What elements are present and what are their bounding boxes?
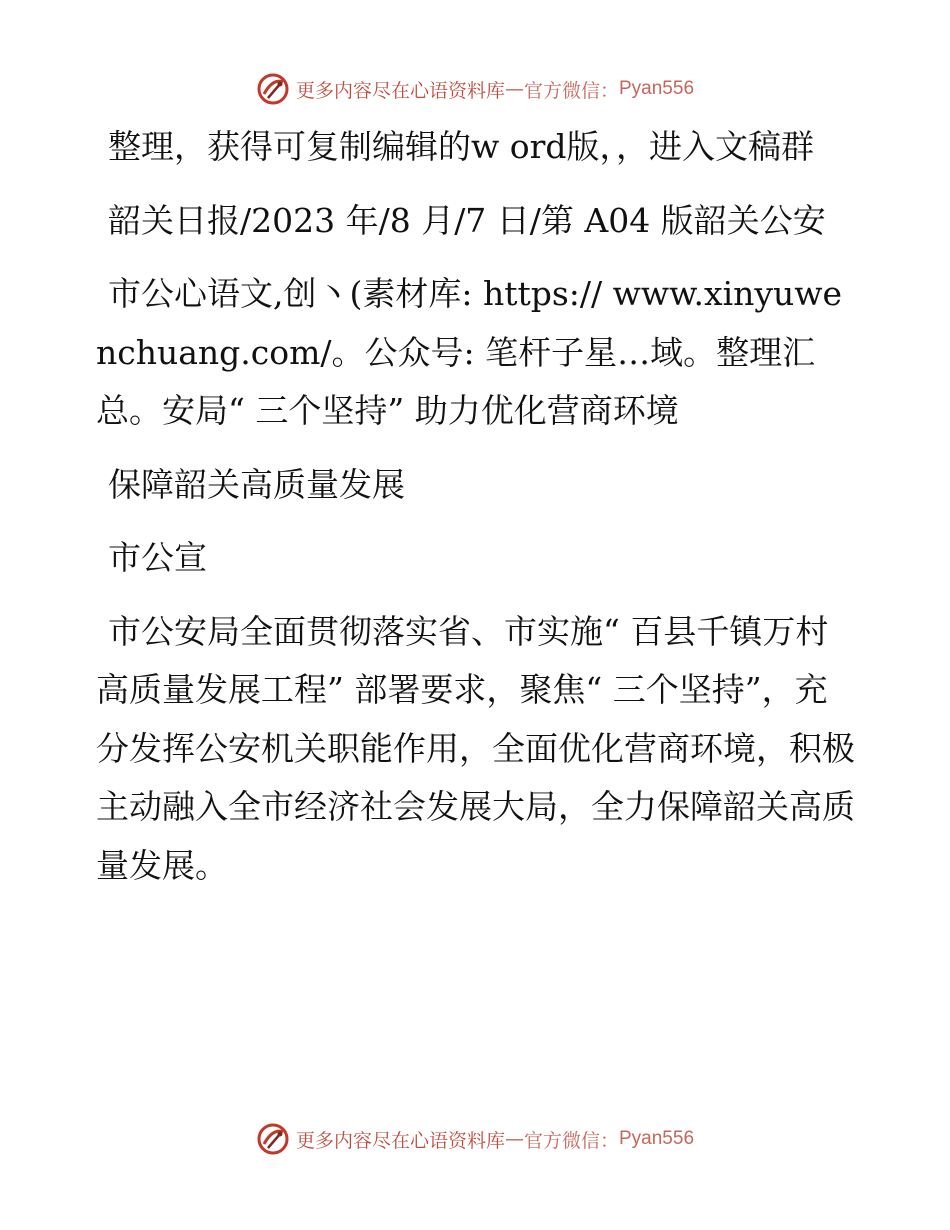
watermark-dash: — bbox=[504, 78, 524, 100]
header-watermark bbox=[0, 72, 950, 106]
watermark-dash: — bbox=[504, 1128, 524, 1150]
watermark-sub-text: 官方微信： bbox=[523, 1129, 619, 1152]
document-body bbox=[96, 118, 856, 910]
brand-logo-icon bbox=[256, 1122, 290, 1156]
watermark-main-text: 更多内容尽在心语资料库 bbox=[295, 1129, 505, 1152]
watermark-id: Pyan556 bbox=[619, 1128, 695, 1149]
paragraph-source: 韶关日报/2023 年/8 月/7 日/第 A04 版韶关公安 bbox=[108, 200, 826, 240]
paragraph-body: 市公安局全面贯彻落实省、市实施“ 百县千镇万村高质量发展工程” 部署要求，聚焦“ 三个坚持”，充分发挥公安机关职能作用，全面优化营商环境，积极主动融入全市经济社会发展大局，全力保障韶关高质量发展。 bbox=[96, 611, 855, 885]
footer-watermark bbox=[0, 1122, 950, 1156]
brand-logo-icon bbox=[256, 72, 290, 106]
paragraph-author: 市公宣 bbox=[108, 538, 207, 577]
paragraph-subtitle: 保障韶关高质量发展 bbox=[108, 464, 405, 504]
watermark-sub-text: 官方微信： bbox=[523, 79, 619, 102]
watermark-id: Pyan556 bbox=[619, 78, 695, 99]
watermark-main-text: 更多内容尽在心语资料库 bbox=[295, 79, 505, 102]
paragraph-title: 市公心语文,创丶(素材库: https:// www.xinyuwenchuang.com/。公众号: 笔杆子星…域。整理汇总。安局“ 三个坚持” 助力优化营商环境 bbox=[96, 274, 843, 430]
paragraph-intro: 整理，获得可复制编辑的w ord版，，进入文稿群 bbox=[108, 127, 815, 166]
